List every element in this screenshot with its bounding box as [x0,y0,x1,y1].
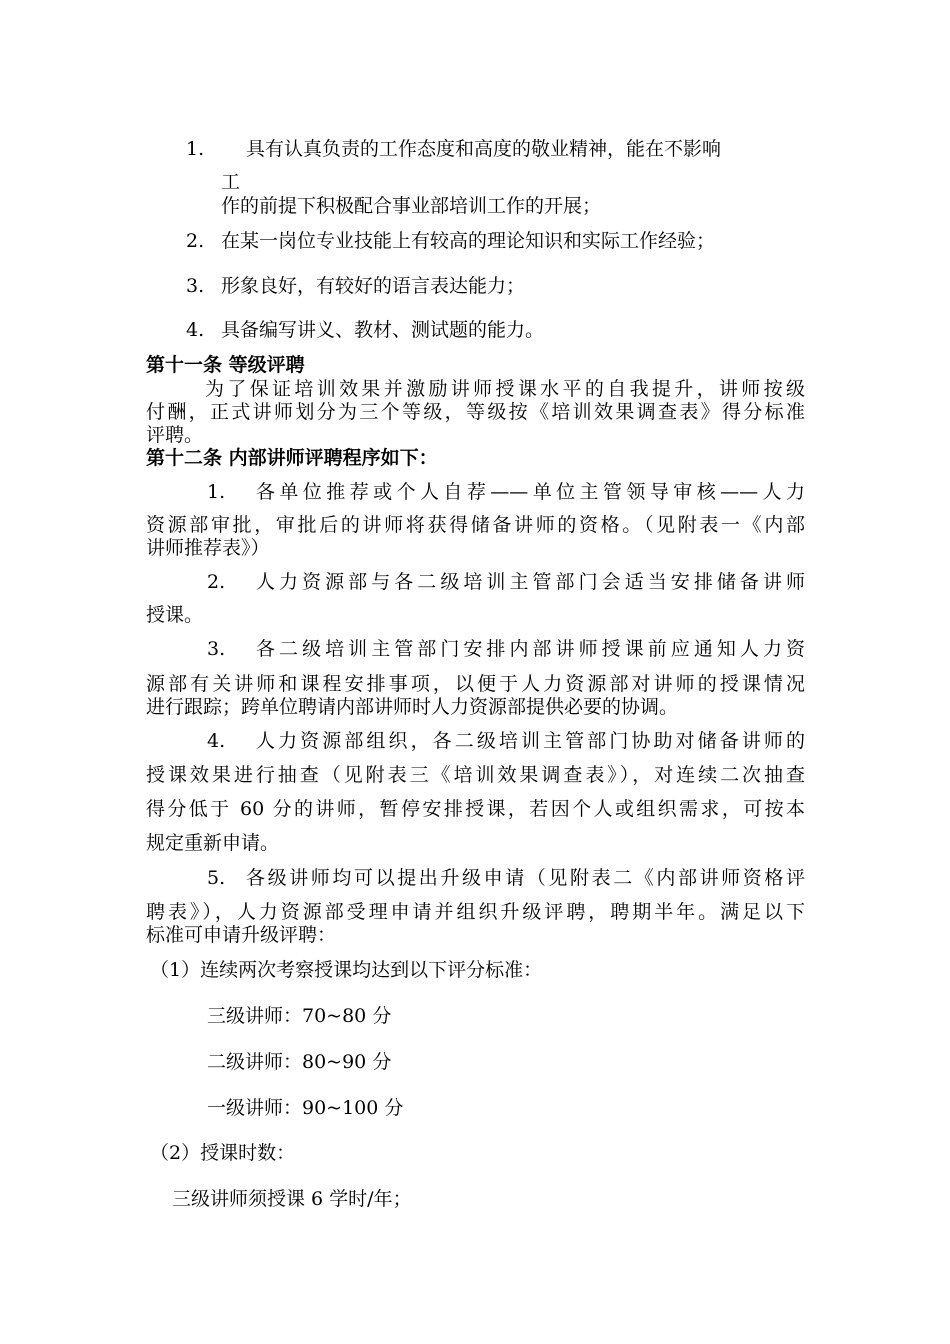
article-11-heading: 第十一条 等级评聘 [146,354,305,376]
procedure-4-line-1: 人力资源部组织，各二级培训主管部门协助对储备讲师的 [256,730,805,752]
procedure-2-line-1: 人力资源部与各二级培训主管部门会适当安排储备讲师 [256,571,805,593]
article-12-heading: 第十二条 内部讲师评聘程序如下： [146,447,438,469]
qual-item-1-cont: 工 [221,171,241,193]
teaching-hours: 三级讲师须授课 6 学时/年； [172,1188,412,1210]
qual-item-2-text: 在某一岗位专业技能上有较高的理论知识和实际工作经验； [221,230,716,252]
condition-2: （2）授课时数： [150,1142,296,1164]
score-level-2: 二级讲师：80~90 分 [207,1051,392,1073]
qual-item-1-text: 具有认真负责的工作态度和高度的敬业精神，能在不影响 [246,138,722,160]
procedure-5-line-3: 标准可申请升级评聘： [146,924,337,946]
score-level-3: 三级讲师：70~80 分 [207,1005,392,1027]
procedure-1-line-3: 讲师推荐表》） [146,537,270,559]
procedure-4-line-4: 规定重新申请。 [146,832,280,854]
procedure-1-number: 1. [207,481,226,503]
procedure-4-line-2: 授课效果进行抽查（见附表三《培训效果调查表》），对连续二次抽查 [146,764,805,786]
procedure-1-line-1: 各单位推荐或个人自荐——单位主管领导审核——人力 [256,481,805,503]
qual-item-1-cont2: 作的前提下积极配合事业部培训工作的开展； [221,195,602,217]
procedure-3-line-1: 各二级培训主管部门安排内部讲师授课前应通知人力资 [256,638,805,660]
procedure-3-number: 3. [207,638,226,660]
qual-item-2-number: 2. [186,230,205,252]
procedure-3-line-3: 进行跟踪；跨单位聘请内部讲师时人力资源部提供必要的协调。 [146,696,679,718]
score-level-1: 一级讲师：90~100 分 [207,1097,404,1119]
qual-item-1-number: 1. [186,138,205,160]
procedure-3-line-2: 源部有关讲师和课程安排事项，以便于人力资源部对讲师的授课情况 [146,673,805,695]
article-11-line-2: 付酬，正式讲师划分为三个等级，等级按《培训效果调查表》得分标准 [146,401,805,423]
article-11-line-1: 为了保证培训效果并激励讲师授课水平的自我提升，讲师按级 [205,378,805,400]
procedure-1-line-2: 资源部审批，审批后的讲师将获得储备讲师的资格。（见附表一《内部 [146,514,805,536]
article-11-line-3: 评聘。 [146,424,204,446]
qual-item-4-number: 4. [186,319,205,341]
procedure-5-line-2: 聘表》），人力资源部受理申请并组织升级评聘，聘期半年。满足以下 [146,901,805,923]
qual-item-4-text: 具备编写讲义、教材、测试题的能力。 [221,319,545,341]
procedure-5-number: 5. [207,867,226,889]
procedure-2-line-2: 授课。 [146,604,204,626]
qual-item-3-number: 3. [186,275,205,297]
procedure-4-number: 4. [207,730,226,752]
qual-item-3-text: 形象良好，有较好的语言表达能力； [221,275,526,297]
condition-1: （1）连续两次考察授课均达到以下评分标准： [150,959,543,981]
procedure-4-line-3: 得分低于 60 分的讲师，暂停安排授课，若因个人或组织需求，可按本 [146,798,805,820]
procedure-5-line-1: 各级讲师均可以提出升级申请（见附表二《内部讲师资格评 [246,867,805,889]
procedure-2-number: 2. [207,571,226,593]
